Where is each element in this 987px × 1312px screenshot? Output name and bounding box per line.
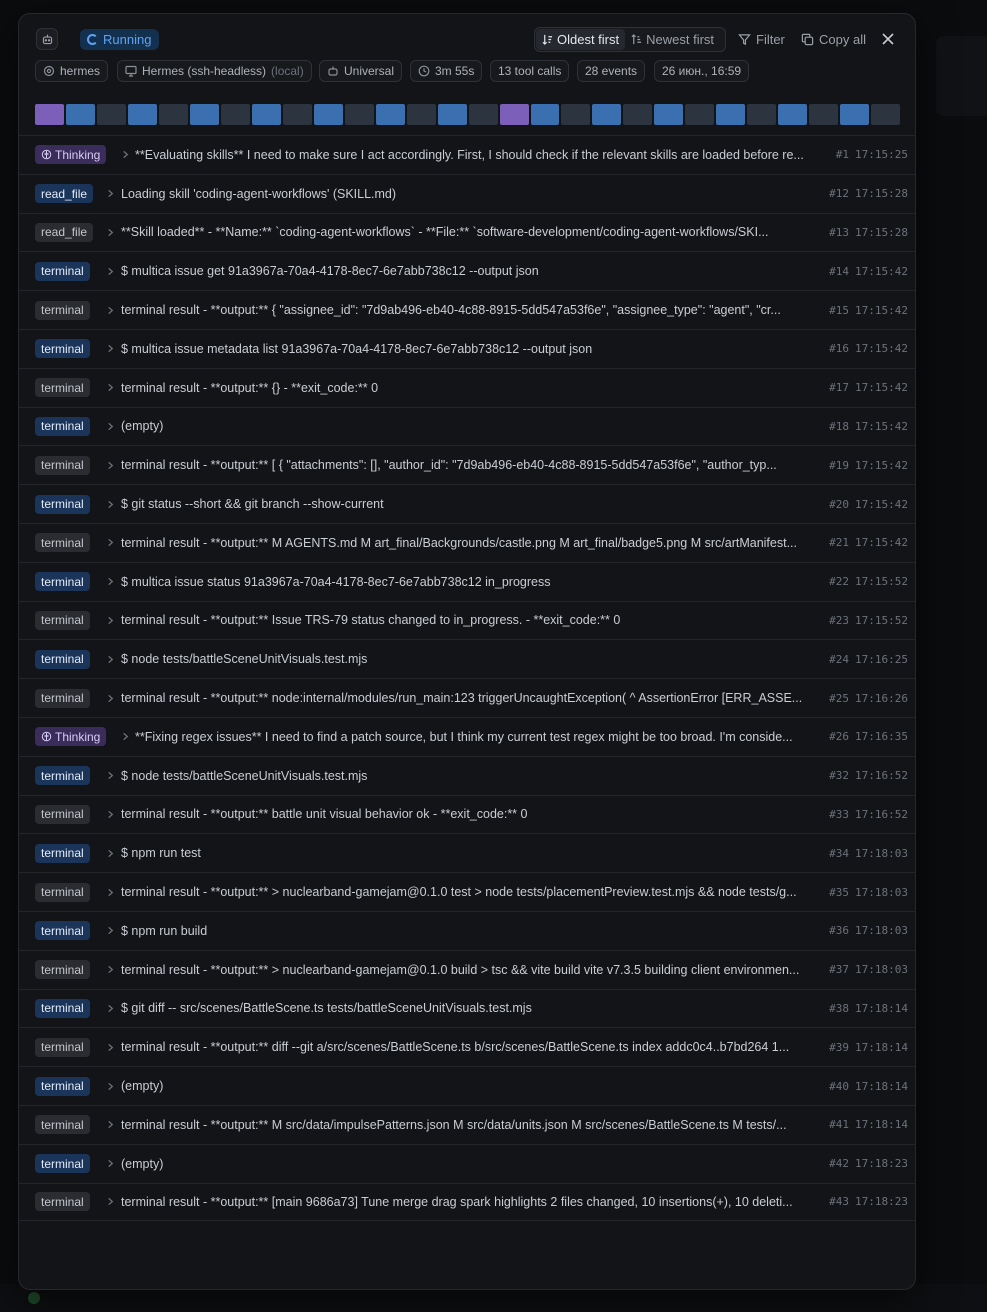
- event-time: 17:18:03: [855, 924, 908, 938]
- event-time: 17:18:03: [855, 963, 908, 977]
- event-number: #36: [829, 924, 849, 938]
- timeline-segment[interactable]: [252, 104, 281, 125]
- event-row[interactable]: [19, 678, 915, 717]
- mode-name: Universal: [344, 64, 395, 78]
- chevron-right-icon[interactable]: [105, 421, 115, 431]
- event-row[interactable]: [19, 174, 915, 213]
- event-type-label: terminal: [41, 652, 84, 667]
- event-time: 17:18:14: [855, 1118, 908, 1132]
- chevron-right-icon[interactable]: [105, 1159, 115, 1169]
- spinner-icon: [87, 34, 98, 45]
- event-number: #26: [829, 730, 849, 744]
- timeline-segment[interactable]: [314, 104, 343, 125]
- event-time: 17:18:14: [855, 1040, 908, 1054]
- event-time: 17:15:52: [855, 575, 908, 589]
- event-summary: $ npm run build: [121, 923, 208, 938]
- timeline-segment[interactable]: [716, 104, 745, 125]
- event-type-label: terminal: [41, 885, 84, 900]
- timeline-segment[interactable]: [561, 104, 590, 125]
- runtime-chip: [117, 60, 312, 82]
- event-row[interactable]: [19, 1144, 915, 1183]
- event-row[interactable]: [19, 523, 915, 562]
- event-number: #34: [829, 846, 849, 860]
- event-row[interactable]: [19, 833, 915, 872]
- timeline-segment[interactable]: [809, 104, 838, 125]
- event-type-label: terminal: [41, 613, 84, 628]
- event-number: #38: [829, 1001, 849, 1015]
- event-row[interactable]: [19, 1105, 915, 1144]
- timeline-segment[interactable]: [35, 104, 64, 125]
- event-number: #13: [829, 225, 849, 239]
- event-type-label: terminal: [41, 303, 84, 318]
- sort-newest-label: Newest first: [646, 32, 715, 47]
- event-row[interactable]: [19, 368, 915, 407]
- event-time: 17:15:28: [855, 225, 908, 239]
- event-number: #42: [829, 1157, 849, 1171]
- event-time: 17:18:14: [855, 1001, 908, 1015]
- event-time: 17:18:23: [855, 1195, 908, 1209]
- event-summary: terminal result - **output:** [ { "attachments": [], "author_id": "7d9ab496-eb40-4c88-8915-5dd547a53f6e", "author_typ...: [121, 458, 777, 473]
- event-type-label: terminal: [41, 264, 84, 279]
- event-time: 17:15:42: [855, 342, 908, 356]
- event-summary: terminal result - **output:** {} - **exit_code:** 0: [121, 380, 379, 395]
- event-type-badge: [35, 999, 90, 1018]
- clock-icon: [418, 65, 430, 77]
- chevron-right-icon[interactable]: [105, 654, 115, 664]
- timeline-segment[interactable]: [747, 104, 776, 125]
- monitor-icon: [125, 65, 137, 77]
- event-time: 17:15:52: [855, 613, 908, 627]
- timeline-segment[interactable]: [685, 104, 714, 125]
- event-number: #19: [829, 458, 849, 472]
- event-type-badge: [35, 184, 93, 203]
- timeline-segment[interactable]: [623, 104, 652, 125]
- event-type-badge: [35, 533, 90, 552]
- event-time: 17:15:42: [855, 264, 908, 278]
- event-timeline: [35, 104, 900, 125]
- event-time: 17:18:03: [855, 846, 908, 860]
- event-number: #14: [829, 264, 849, 278]
- event-type-label: read_file: [41, 225, 88, 240]
- event-time: 17:16:35: [855, 730, 908, 744]
- brain-icon: [41, 149, 52, 160]
- event-type-label: Thinking: [55, 729, 101, 744]
- event-type-badge: [35, 339, 90, 358]
- event-type-badge: [35, 805, 90, 824]
- chevron-right-icon[interactable]: [105, 344, 115, 354]
- event-type-label: terminal: [41, 1040, 84, 1055]
- timeline-segment[interactable]: [97, 104, 126, 125]
- event-time: 17:15:28: [855, 187, 908, 201]
- event-time: 17:15:42: [855, 303, 908, 317]
- event-type-label: terminal: [41, 923, 84, 938]
- chevron-right-icon[interactable]: [105, 305, 115, 315]
- chevron-right-icon[interactable]: [105, 1003, 115, 1013]
- event-time: 17:18:03: [855, 885, 908, 899]
- chevron-right-icon[interactable]: [105, 499, 115, 509]
- event-row[interactable]: [19, 135, 915, 174]
- event-summary: **Fixing regex issues** I need to find a patch source, but I think my current test regex might be too broad. I'm conside...: [135, 729, 793, 744]
- timeline-segment[interactable]: [871, 104, 900, 125]
- timeline-segment[interactable]: [190, 104, 219, 125]
- chevron-right-icon[interactable]: [105, 965, 115, 975]
- event-type-badge: [35, 262, 90, 281]
- timeline-segment[interactable]: [283, 104, 312, 125]
- event-time: 17:15:42: [855, 497, 908, 511]
- status-badge: [80, 29, 159, 50]
- event-number: #32: [829, 769, 849, 783]
- event-row[interactable]: [19, 1066, 915, 1105]
- event-summary: (empty): [121, 1079, 164, 1094]
- event-summary: terminal result - **output:** Issue TRS-79 status changed to in_progress. - **exit_code:** 0: [121, 613, 621, 628]
- event-number: #15: [829, 303, 849, 317]
- event-summary: **Evaluating skills** I need to make sure I act accordingly. First, I should check if the relevant skills are loaded before re...: [135, 147, 804, 162]
- event-number: #20: [829, 497, 849, 511]
- chevron-right-icon[interactable]: [105, 926, 115, 936]
- event-number: #12: [829, 187, 849, 201]
- event-summary: $ multica issue status 91a3967a-70a4-4178-8ec7-6e7abb738c12 in_progress: [121, 574, 551, 589]
- event-type-label: read_file: [41, 186, 88, 201]
- events-chip: [577, 60, 645, 82]
- chevron-right-icon[interactable]: [105, 848, 115, 858]
- event-summary: terminal result - **output:** > nuclearband-gamejam@0.1.0 test > node tests/placementPreview.test.mjs && node tests/g...: [121, 885, 797, 900]
- timeline-segment[interactable]: [531, 104, 560, 125]
- timeline-segment[interactable]: [128, 104, 157, 125]
- timeline-segment[interactable]: [654, 104, 683, 125]
- event-type-badge: [35, 456, 90, 475]
- duration-value: 3m 55s: [435, 64, 475, 78]
- event-summary: (empty): [121, 1156, 164, 1171]
- run-meta-row: [19, 60, 915, 84]
- sort-toggle-group: [534, 27, 726, 52]
- chevron-right-icon[interactable]: [105, 1042, 115, 1052]
- event-number: #39: [829, 1040, 849, 1054]
- background-status-dot: [28, 1292, 40, 1304]
- dialog-header: [19, 14, 915, 64]
- status-label: Running: [103, 32, 152, 47]
- event-number: #37: [829, 963, 849, 977]
- sort-oldest-label: Oldest first: [557, 32, 620, 47]
- event-number: #33: [829, 807, 849, 821]
- agent-bot-button[interactable]: [36, 28, 58, 50]
- event-time: 17:15:42: [855, 419, 908, 433]
- event-summary: terminal result - **output:** M AGENTS.md M art_final/Backgrounds/castle.png M art_final/badge5.png M src/artManifest...: [121, 535, 797, 550]
- event-row[interactable]: [19, 213, 915, 252]
- event-type-label: terminal: [41, 1156, 84, 1171]
- event-time: 17:16:52: [855, 769, 908, 783]
- event-summary: terminal result - **output:** > nuclearband-gamejam@0.1.0 build > tsc && vite build vite v7.3.5 building client environmen...: [121, 962, 800, 977]
- event-type-badge: [35, 1077, 90, 1096]
- event-type-label: terminal: [41, 458, 84, 473]
- timeline-segment[interactable]: [840, 104, 869, 125]
- event-summary: (empty): [121, 419, 164, 434]
- event-time: 17:16:25: [855, 652, 908, 666]
- event-summary: $ node tests/battleSceneUnitVisuals.test.mjs: [121, 652, 368, 667]
- sort-ascending-icon: [542, 34, 553, 45]
- chevron-right-icon[interactable]: [120, 732, 130, 742]
- event-type-badge: [35, 921, 90, 940]
- event-row[interactable]: [19, 639, 915, 678]
- event-type-label: Thinking: [55, 147, 101, 162]
- event-type-badge: [35, 611, 90, 630]
- event-row[interactable]: [19, 484, 915, 523]
- timeline-segment[interactable]: [376, 104, 405, 125]
- chevron-right-icon[interactable]: [105, 809, 115, 819]
- event-type-label: terminal: [41, 380, 84, 395]
- event-number: #18: [829, 419, 849, 433]
- event-summary: **Skill loaded** - **Name:** `coding-agent-workflows` - **File:** `software-development/coding-agent-workflows/SKI...: [121, 225, 769, 240]
- event-type-label: terminal: [41, 1001, 84, 1016]
- event-summary: terminal result - **output:** battle unit visual behavior ok - **exit_code:** 0: [121, 807, 528, 822]
- event-row[interactable]: [19, 1027, 915, 1066]
- agent-name: hermes: [60, 64, 101, 78]
- event-number: #17: [829, 381, 849, 395]
- copy-icon: [801, 33, 814, 46]
- chevron-right-icon[interactable]: [105, 189, 115, 199]
- event-type-label: terminal: [41, 535, 84, 550]
- chevron-right-icon[interactable]: [105, 887, 115, 897]
- event-summary: $ multica issue get 91a3967a-70a4-4178-8ec7-6e7abb738c12 --output json: [121, 264, 539, 279]
- event-time: 17:16:26: [855, 691, 908, 705]
- chevron-right-icon[interactable]: [105, 227, 115, 237]
- event-type-badge: [35, 495, 90, 514]
- event-number: #41: [829, 1118, 849, 1132]
- event-number: #23: [829, 613, 849, 627]
- event-row[interactable]: [19, 872, 915, 911]
- timeline-segment[interactable]: [345, 104, 374, 125]
- event-row[interactable]: [19, 1183, 915, 1222]
- event-row[interactable]: [19, 290, 915, 329]
- chevron-right-icon[interactable]: [120, 150, 130, 160]
- filter-button[interactable]: [738, 29, 785, 50]
- runtime-name: Hermes (ssh-headless): [142, 64, 267, 78]
- event-type-label: terminal: [41, 574, 84, 589]
- event-summary: terminal result - **output:** M src/data/impulsePatterns.json M src/data/units.json M src/scenes/BattleScene.ts M tests/...: [121, 1117, 787, 1132]
- timeline-segment[interactable]: [469, 104, 498, 125]
- robot-icon: [327, 65, 339, 77]
- chevron-right-icon[interactable]: [105, 460, 115, 470]
- event-type-label: terminal: [41, 768, 84, 783]
- event-type-badge: [35, 1115, 90, 1134]
- event-time: 17:18:14: [855, 1079, 908, 1093]
- event-row[interactable]: [19, 562, 915, 601]
- chevron-right-icon[interactable]: [105, 577, 115, 587]
- chevron-right-icon[interactable]: [105, 383, 115, 393]
- timeline-segment[interactable]: [407, 104, 436, 125]
- event-type-label: terminal: [41, 419, 84, 434]
- agent-chip: [35, 60, 108, 82]
- chevron-right-icon[interactable]: [105, 1081, 115, 1091]
- event-row[interactable]: [19, 251, 915, 290]
- event-number: #25: [829, 691, 849, 705]
- copy-all-label: Copy all: [819, 32, 866, 47]
- duration-chip: [410, 60, 482, 82]
- event-summary: $ git status --short && git branch --show-current: [121, 497, 384, 512]
- copy-all-button[interactable]: [801, 29, 866, 50]
- chevron-right-icon[interactable]: [105, 266, 115, 276]
- event-row[interactable]: [19, 989, 915, 1028]
- chevron-right-icon[interactable]: [105, 538, 115, 548]
- event-summary: $ node tests/battleSceneUnitVisuals.test.mjs: [121, 768, 368, 783]
- sort-oldest-button[interactable]: [536, 29, 625, 50]
- chevron-right-icon[interactable]: [105, 1120, 115, 1130]
- event-type-badge: [35, 1038, 90, 1057]
- event-time: 17:15:42: [855, 458, 908, 472]
- event-type-badge: [35, 844, 90, 863]
- event-row[interactable]: [19, 950, 915, 989]
- event-type-label: terminal: [41, 1117, 84, 1132]
- event-row[interactable]: [19, 407, 915, 446]
- event-type-badge: [35, 1154, 90, 1173]
- close-button[interactable]: [879, 30, 897, 48]
- filter-icon: [738, 33, 751, 46]
- chevron-right-icon[interactable]: [105, 615, 115, 625]
- background-window-edge: [936, 36, 987, 116]
- timeline-segment[interactable]: [778, 104, 807, 125]
- event-number: #43: [829, 1195, 849, 1209]
- event-type-label: terminal: [41, 962, 84, 977]
- event-number: #16: [829, 342, 849, 356]
- close-icon: [882, 33, 894, 45]
- bot-icon: [41, 33, 54, 46]
- event-number: #1: [835, 148, 849, 162]
- event-summary: terminal result - **output:** { "assignee_id": "7d9ab496-eb40-4c88-8915-5dd547a53f6e", "assignee_type": "agent", "cr...: [121, 303, 781, 318]
- event-row[interactable]: [19, 445, 915, 484]
- event-summary: terminal result - **output:** [main 9686a73] Tune merge drag spark highlights 2 files changed, 10 insertions(+), 10 deleti...: [121, 1194, 793, 1209]
- event-row[interactable]: [19, 756, 915, 795]
- started-chip: [654, 60, 749, 82]
- mode-chip: [319, 60, 402, 82]
- event-row[interactable]: [19, 911, 915, 950]
- event-type-badge: [35, 727, 106, 746]
- sort-descending-icon: [631, 34, 642, 45]
- events-value: 28 events: [585, 64, 638, 78]
- event-time: 17:15:42: [855, 381, 908, 395]
- event-summary: $ git diff -- src/scenes/BattleScene.ts tests/battleSceneUnitVisuals.test.mjs: [121, 1001, 532, 1016]
- event-number: #24: [829, 652, 849, 666]
- event-type-badge: [35, 145, 106, 164]
- event-type-badge: [35, 1192, 90, 1211]
- tool-calls-chip: [490, 60, 569, 82]
- event-type-badge: [35, 766, 90, 785]
- event-summary: terminal result - **output:** node:internal/modules/run_main:123 triggerUncaughtException( ^ AssertionError [ERR_ASSE...: [121, 691, 803, 706]
- event-number: #22: [829, 575, 849, 589]
- event-time: 17:16:52: [855, 807, 908, 821]
- timeline-segment[interactable]: [500, 104, 529, 125]
- event-type-label: terminal: [41, 807, 84, 822]
- timeline-segment[interactable]: [221, 104, 250, 125]
- event-summary: Loading skill 'coding-agent-workflows' (SKILL.md): [121, 186, 397, 201]
- event-type-badge: [35, 301, 90, 320]
- tool-calls-value: 13 tool calls: [498, 64, 562, 78]
- event-type-label: terminal: [41, 691, 84, 706]
- agent-icon: [43, 65, 55, 77]
- event-type-badge: [35, 572, 90, 591]
- event-type-label: terminal: [41, 1079, 84, 1094]
- event-type-label: terminal: [41, 846, 84, 861]
- event-type-badge: [35, 650, 90, 669]
- event-row[interactable]: [19, 601, 915, 640]
- event-type-label: terminal: [41, 1194, 84, 1209]
- timeline-segment[interactable]: [592, 104, 621, 125]
- event-row[interactable]: [19, 795, 915, 834]
- timeline-segment[interactable]: [159, 104, 188, 125]
- event-row[interactable]: [19, 717, 915, 756]
- event-summary: $ npm run test: [121, 846, 201, 861]
- event-type-badge: [35, 689, 90, 708]
- event-time: 17:15:25: [855, 148, 908, 162]
- runtime-location: (local): [271, 64, 304, 78]
- event-summary: terminal result - **output:** diff --git a/src/scenes/BattleScene.ts b/src/scenes/BattleScene.ts index addc0c4..b7bd264 1...: [121, 1040, 790, 1055]
- timeline-segment[interactable]: [438, 104, 467, 125]
- brain-icon: [41, 731, 52, 742]
- event-list: [19, 135, 915, 1221]
- started-value: 26 июн., 16:59: [662, 64, 742, 78]
- event-row[interactable]: [19, 329, 915, 368]
- event-type-label: terminal: [41, 497, 84, 512]
- sort-newest-button[interactable]: [625, 29, 720, 50]
- event-type-badge: [35, 378, 90, 397]
- timeline-segment[interactable]: [66, 104, 95, 125]
- event-number: #21: [829, 536, 849, 550]
- chevron-right-icon[interactable]: [105, 771, 115, 781]
- run-transcript-dialog: [18, 13, 916, 1290]
- event-time: 17:15:42: [855, 536, 908, 550]
- filter-label: Filter: [756, 32, 785, 47]
- chevron-right-icon[interactable]: [105, 693, 115, 703]
- event-time: 17:18:23: [855, 1157, 908, 1171]
- event-number: #35: [829, 885, 849, 899]
- event-number: #40: [829, 1079, 849, 1093]
- event-type-badge: [35, 960, 90, 979]
- chevron-right-icon[interactable]: [105, 1197, 115, 1207]
- event-type-badge: [35, 223, 93, 242]
- event-type-label: terminal: [41, 341, 84, 356]
- event-type-badge: [35, 417, 90, 436]
- event-summary: $ multica issue metadata list 91a3967a-70a4-4178-8ec7-6e7abb738c12 --output json: [121, 341, 593, 356]
- event-type-badge: [35, 883, 90, 902]
